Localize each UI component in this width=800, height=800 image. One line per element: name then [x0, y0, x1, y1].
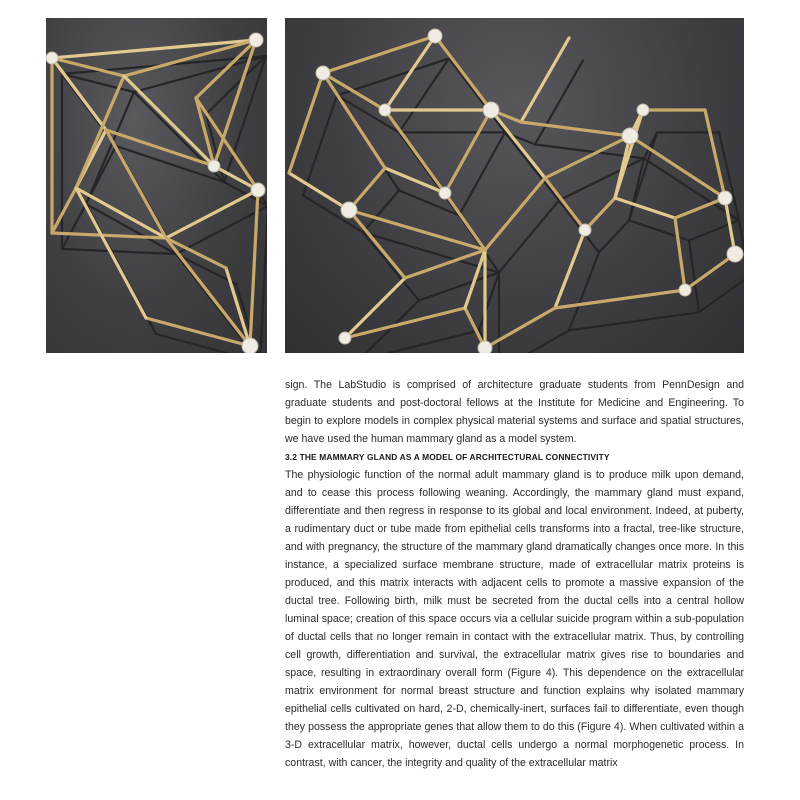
truss-node	[637, 104, 649, 116]
stick-shadow	[599, 220, 629, 252]
stick-shadow	[419, 272, 499, 300]
left-truss-photo	[46, 18, 267, 353]
truss-node	[439, 187, 451, 199]
right-truss-photo	[285, 18, 744, 353]
main-paragraph: The physiologic function of the normal adult mammary gland is to produce milk upon demand, and to cease this process following weaning. Accordingly, the mammary gland must expand, differentiate and then regress in response to its global and local environment. Indeed, at puberty, a rudimentary duct or tube made from epithelial cells transforms into a fractal, tree-like structure, and with pregnancy, the structure of the mammary gland dramatically changes once more. In this instance, a specialized surface membrane structure, made of extracellular matrix proteins is produced, and this matrix interacts with adjacent cells to promote a massive expansion of the ductal tree. Following birth, milk must be secreted from the ductal cells into a central hollow luminal space; creation of this space occurs via a cellular suicide program within a sub-population of ductal cells that no longer remain in contact with the extracellular matrix. Thus, by controlling cell growth, differentiation and survival, the extracellular matrix gives rise to boundaries and space, resulting in extraordinary overall form (Figure 4). This dependence on the extracellular matrix environment for normal breast structure and function explains why isolated mammary epithelial cells cultivated on hard, 2-D, chemically-inert, surfaces fail to differentiate, even though they possess the appropriate genes that allow them to do this (Figure 4). When cultivated within a 3-D extracellular matrix, however, ductal cells undergo a normal morphogenetic process. In contrast, with cancer, the integrity and quality of the extracellular matrix	[285, 469, 744, 769]
stick-shadow	[176, 206, 267, 254]
truss-stick	[555, 290, 685, 308]
truss-node	[579, 224, 591, 236]
truss-stick	[445, 110, 491, 193]
truss-node	[379, 104, 391, 116]
truss-node	[478, 341, 492, 353]
stick-shadow	[629, 220, 689, 240]
truss-stick	[435, 36, 491, 110]
truss-stick	[349, 210, 485, 250]
truss-stick	[675, 198, 725, 218]
stick-shadow	[459, 132, 505, 215]
stick-shadow	[569, 312, 699, 330]
truss-node	[249, 33, 263, 47]
truss-node	[727, 246, 743, 262]
truss-stick	[615, 198, 675, 218]
truss-node	[251, 183, 265, 197]
left-truss-drawing	[46, 18, 267, 353]
truss-stick	[585, 198, 615, 230]
stick-shadow	[363, 190, 399, 232]
stick-shadow	[689, 240, 699, 312]
truss-stick	[289, 73, 323, 173]
section-heading: 3.2 THE MAMMARY GLAND AS A MODEL OF ARCHITECTURAL CONNECTIVITY	[285, 452, 610, 462]
truss-stick	[485, 308, 555, 348]
truss-node	[316, 66, 330, 80]
stick-shadow	[719, 132, 739, 220]
truss-stick	[146, 318, 250, 346]
truss-node	[242, 338, 258, 353]
truss-stick	[545, 178, 585, 230]
truss-stick	[675, 218, 685, 290]
truss-stick	[345, 308, 465, 338]
truss-node	[622, 128, 638, 144]
truss-node	[679, 284, 691, 296]
truss-stick	[705, 110, 725, 198]
truss-node	[483, 102, 499, 118]
stick-shadow	[479, 272, 499, 330]
stick-shadow	[535, 60, 583, 144]
stick-shadow	[303, 95, 337, 195]
stick-shadow	[499, 200, 559, 272]
stick-shadow	[449, 58, 505, 132]
truss-stick	[323, 73, 385, 168]
truss-stick	[521, 122, 630, 136]
truss-node	[208, 160, 220, 172]
truss-stick	[630, 136, 725, 198]
article-text-column	[285, 376, 744, 772]
truss-node	[341, 202, 357, 218]
right-truss-drawing	[285, 18, 744, 353]
truss-node	[428, 29, 442, 43]
truss-stick	[521, 38, 569, 122]
intro-paragraph: sign. The LabStudio is comprised of architecture graduate students from PennDesign and graduate students and post-doctoral fellows at the Institute for Medicine and Engineering. To begin to explore models in complex physical material systems and surface and spatial structures, we have used the human mammary gland as a model system.	[285, 379, 744, 445]
truss-stick	[349, 210, 405, 278]
truss-node	[46, 52, 58, 64]
truss-stick	[52, 188, 76, 233]
stick-shadow	[62, 249, 176, 254]
truss-stick	[485, 178, 545, 250]
truss-stick	[385, 36, 435, 110]
truss-stick	[615, 110, 643, 198]
truss-stick	[166, 190, 258, 238]
truss-node	[339, 332, 351, 344]
stick-shadow	[260, 206, 267, 353]
truss-node	[718, 191, 732, 205]
stick-shadow	[399, 58, 449, 132]
truss-stick	[555, 230, 585, 308]
stick-shadow	[699, 276, 744, 312]
